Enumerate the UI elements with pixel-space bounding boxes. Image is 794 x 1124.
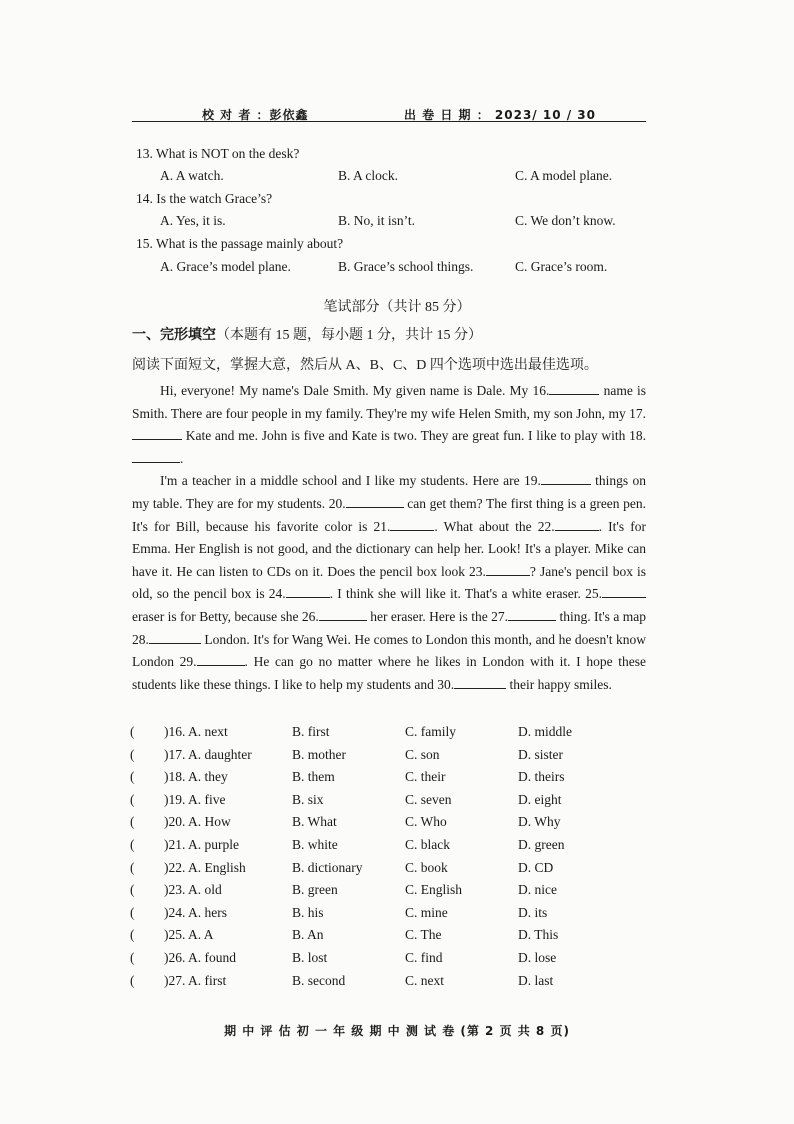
choice-option-d: D. its (518, 904, 548, 920)
blank-17 (132, 427, 182, 440)
choice-row-18 (130, 769, 650, 792)
choice-row-23 (130, 882, 650, 905)
blank-22 (555, 518, 599, 531)
choice-option-a: )23. A. old (164, 882, 222, 898)
choice-option-a: )18. A. they (164, 769, 228, 785)
blank-29 (197, 653, 245, 666)
answer-paren: ( (130, 814, 135, 830)
choice-option-b: B. first (292, 724, 330, 739)
choice-option-b: B. second (292, 972, 346, 988)
choice-option-d: D. sister (518, 746, 563, 762)
choice-option-b: B. dictionary (292, 859, 363, 875)
q14-option-c: C. We don’t know. (515, 213, 616, 228)
answer-paren: ( (130, 836, 135, 852)
choice-option-b: B. lost (292, 949, 328, 965)
part-one-instruction: 阅读下面短文，掌握大意，然后从 A、B、C、D 四个选项中选出最佳选项。 (132, 358, 598, 373)
blank-20 (346, 495, 404, 508)
choice-option-b: B. What (292, 814, 337, 830)
answer-paren: ( (130, 972, 135, 988)
choice-option-d: D. theirs (518, 769, 565, 785)
choice-option-a: )17. A. daughter (164, 746, 252, 762)
choice-row-19 (130, 792, 650, 815)
blank-21 (390, 518, 434, 531)
q15-option-b: B. Grace’s school things. (338, 259, 474, 274)
choice-option-b: B. An (292, 927, 324, 943)
choice-option-a: )22. A. English (164, 859, 246, 875)
choice-option-b: B. mother (292, 746, 346, 762)
choice-option-d: D. eight (518, 791, 562, 807)
choice-option-c: C. black (405, 836, 450, 852)
choice-option-c: C. seven (405, 791, 452, 807)
question-15: 15. What is the passage mainly about? (136, 236, 344, 251)
choice-row-27 (130, 973, 650, 996)
choice-row-20 (130, 814, 650, 837)
cloze-passage (132, 380, 646, 696)
blank-23 (486, 563, 530, 576)
choice-option-c: C. English (405, 882, 463, 898)
choice-option-d: D. lose (518, 949, 557, 965)
blank-19 (541, 472, 591, 485)
choice-option-d: D. middle (518, 724, 572, 739)
blank-30 (454, 676, 506, 689)
choice-row-16 (130, 724, 650, 747)
blank-18 (132, 450, 180, 463)
q13-option-a: A. A watch. (160, 168, 224, 183)
part-one-title: 一、完形填空 (132, 327, 216, 343)
written-section-title: 笔试部分（共计 85 分） (323, 300, 471, 315)
choice-row-25 (130, 927, 650, 950)
page-header (132, 102, 646, 120)
choice-option-a: )25. A. A (164, 927, 214, 943)
choice-option-b: B. his (292, 904, 324, 920)
choice-option-c: C. son (405, 746, 440, 762)
choice-option-a: )16. A. next (164, 724, 228, 739)
choice-row-17 (130, 747, 650, 770)
choice-option-c: C. Who (405, 814, 447, 830)
answer-paren: ( (130, 746, 135, 762)
blank-28 (149, 631, 201, 644)
choice-option-a: )21. A. purple (164, 836, 239, 852)
choice-option-a: )26. A. found (164, 949, 236, 965)
choice-option-c: C. family (405, 724, 456, 739)
exam-date: 出 卷 日 期 ： 2023/ 10 / 30 (404, 108, 596, 122)
answer-paren: ( (130, 791, 135, 807)
answer-paren: ( (130, 859, 135, 875)
header-divider (132, 121, 646, 122)
proofreader-label: 校 对 者 ：彭依鑫 (202, 108, 309, 122)
answer-paren: ( (130, 904, 135, 920)
question-14: 14. Is the watch Grace’s? (136, 191, 273, 206)
choice-option-a: )27. A. first (164, 972, 227, 988)
answer-paren: ( (130, 949, 135, 965)
q13-option-c: C. A model plane. (515, 168, 613, 183)
choice-row-26 (130, 950, 650, 973)
question-13: 13. What is NOT on the desk? (136, 146, 300, 161)
choice-option-c: C. The (405, 927, 442, 943)
q14-option-a: A. Yes, it is. (160, 213, 226, 228)
choice-option-d: D. This (518, 927, 559, 943)
q15-option-c: C. Grace’s room. (515, 259, 608, 274)
choice-option-b: B. them (292, 769, 335, 785)
choice-option-a: )24. A. hers (164, 904, 227, 920)
choice-option-d: D. Why (518, 814, 561, 830)
q13-option-b: B. A clock. (338, 168, 398, 183)
choice-option-d: D. CD (518, 859, 554, 875)
q14-option-b: B. No, it isn’t. (338, 213, 416, 228)
page-footer: 期 中 评 估 初 一 年 级 期 中 测 试 卷 (第 2 页 共 8 页) (224, 1024, 570, 1038)
choice-option-d: D. green (518, 836, 565, 852)
choice-option-b: B. six (292, 791, 324, 807)
choice-option-c: C. next (405, 972, 444, 988)
answer-paren: ( (130, 724, 135, 739)
part-one-note: （本题有 15 题，每小题 1 分，共计 15 分） (216, 328, 482, 343)
blank-25 (602, 585, 646, 598)
blank-27 (508, 608, 556, 621)
choice-option-c: C. find (405, 949, 443, 965)
answer-paren: ( (130, 927, 135, 943)
q15-option-a: A. Grace’s model plane. (160, 259, 291, 274)
answer-paren: ( (130, 882, 135, 898)
cloze-choices (130, 724, 650, 995)
choice-row-22 (130, 860, 650, 883)
choice-option-d: D. nice (518, 882, 557, 898)
choice-option-b: B. green (292, 882, 338, 898)
part-one-heading (132, 324, 482, 344)
passage-paragraph-2: I'm a teacher in a middle school and I like my students. Here are 19. things on my table. They are for my students. 20. can get them? The first thing is a green pen. It's for Bill, because his favorite color is 21. . What about the 22. . It's for Emma. Her English is not good, and the dictionary can help her. Look! It's a player. Mike can have it. He can listen to CDs on it. Does the pencil box look 23. ? Jane's pencil box is old, so the pencil box is 24. . I think she will like it. That's a white eraser. 25. eraser is for Betty, because she 26. her eraser. Here is the 27. thing. It's a map 28. London. It's for Wang Wei. He comes to London this month, and he doesn't know London 29. . He can go no matter where he likes in London with it. I hope these students like these things. I like to help my students and 30. their happy smiles. (132, 473, 647, 692)
choice-row-24 (130, 905, 650, 928)
choice-option-a: )20. A. How (164, 814, 231, 830)
passage-paragraph-1: Hi, everyone! My name's Dale Smith. My given name is Dale. My 16. name is Smith. There are four people in my family. They're my wife Helen Smith, my son John, my 17. Kate and me. John is five and Kate is two. They are great fun. I like to play with 18.. (132, 383, 647, 466)
choice-option-a: )19. A. five (164, 791, 226, 807)
choice-row-21 (130, 837, 650, 860)
choice-option-c: C. book (405, 859, 448, 875)
blank-16 (549, 382, 599, 395)
answer-paren: ( (130, 769, 135, 785)
blank-24 (286, 585, 330, 598)
choice-option-c: C. their (405, 769, 446, 785)
choice-option-c: C. mine (405, 904, 448, 920)
choice-option-b: B. white (292, 836, 338, 852)
choice-option-d: D. last (518, 972, 554, 988)
blank-26 (319, 608, 367, 621)
